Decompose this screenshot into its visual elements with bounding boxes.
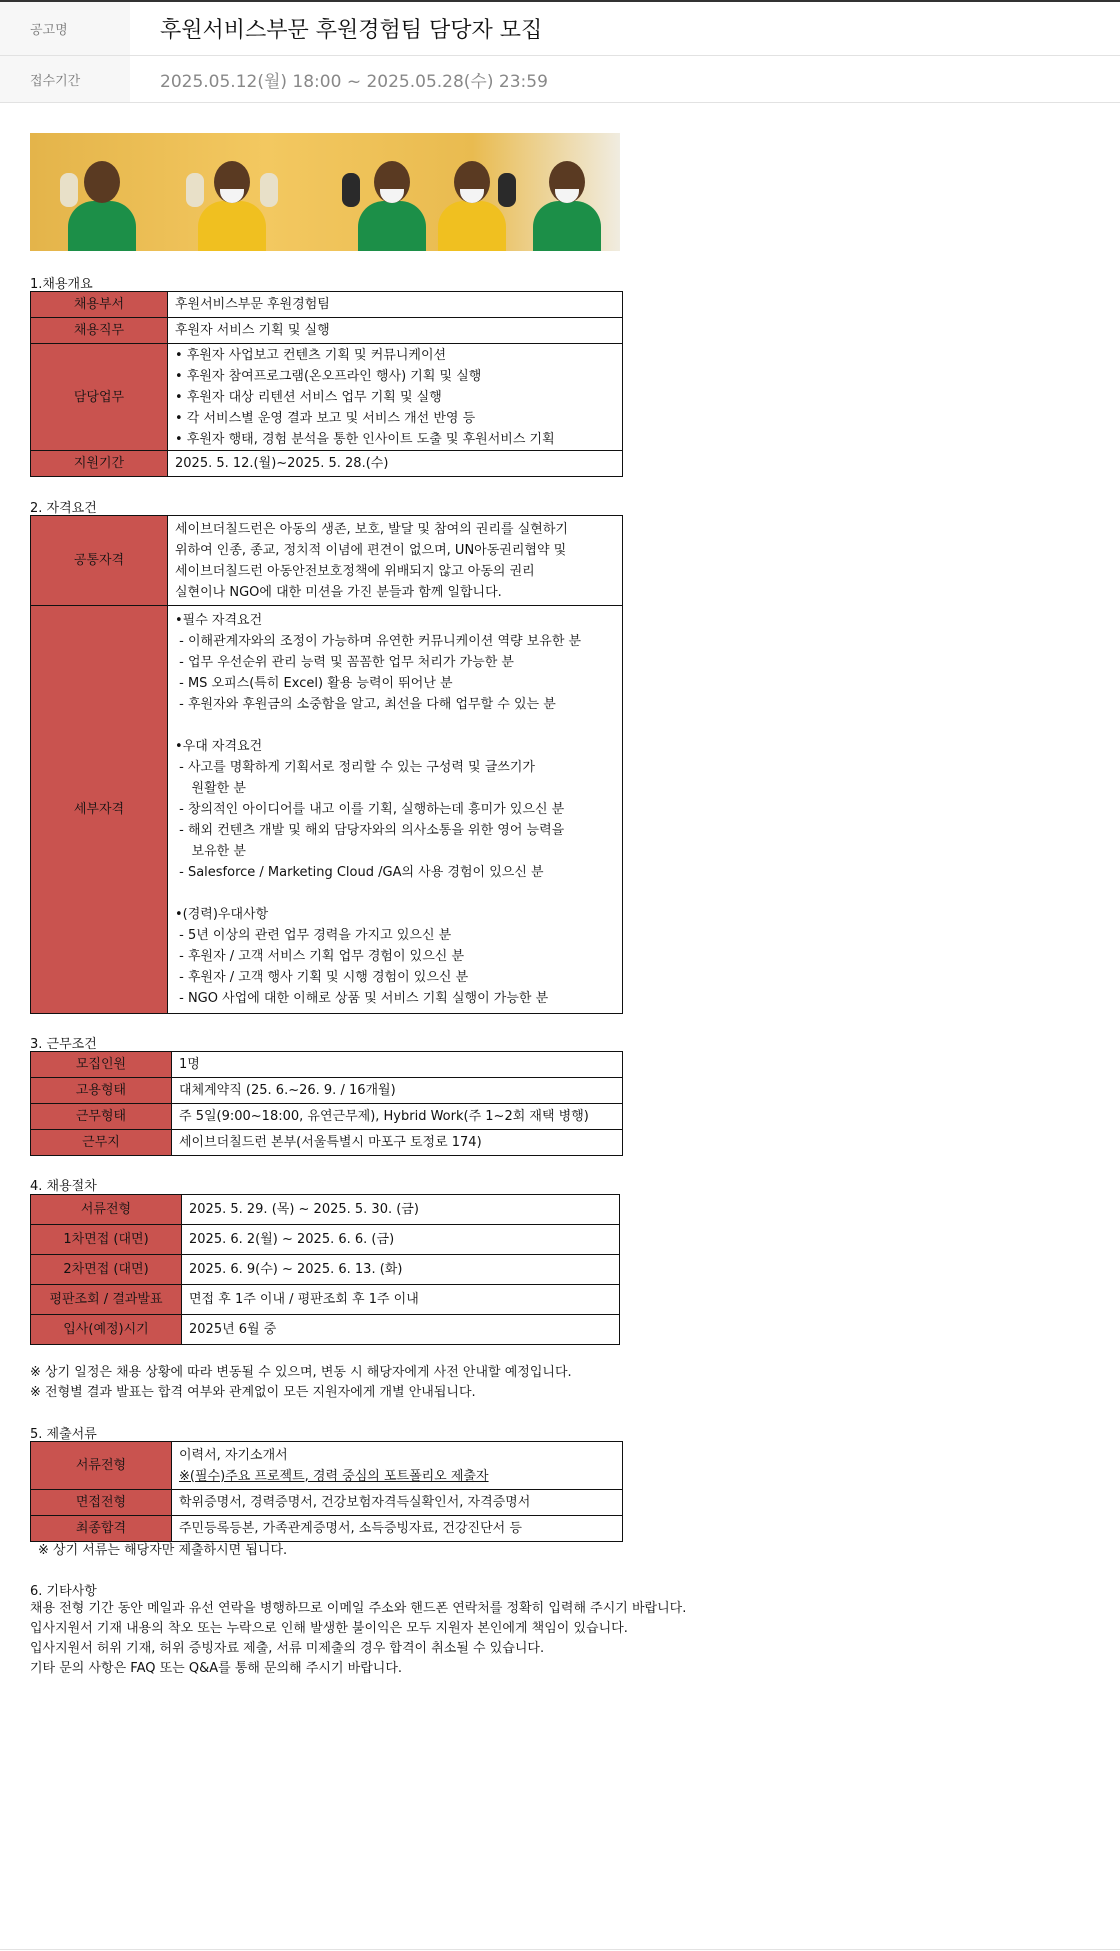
period-row bbox=[0, 56, 1120, 103]
section-title-documents: 5. 제출서류 bbox=[30, 1427, 97, 1442]
cell-value: 주민등록등본, 가족관계증명서, 소득증빙자료, 건강진단서 등 bbox=[172, 1516, 623, 1542]
period-label: 접수기간 bbox=[0, 56, 130, 102]
detail-qual-line: 원활한 분 bbox=[175, 781, 246, 796]
cell-value: 학위증명서, 경력증명서, 건강보험자격득실확인서, 자격증명서 bbox=[172, 1490, 623, 1516]
cell-label: 2차면접 (대면) bbox=[31, 1255, 182, 1285]
duty-item: • 각 서비스별 운영 결과 보고 및 서비스 개선 반영 등 bbox=[175, 410, 476, 426]
duties-cell bbox=[168, 344, 623, 451]
portfolio-requirement: ※(필수)주요 프로젝트, 경력 중심의 포트폴리오 제출자 bbox=[179, 1468, 489, 1484]
duty-item: • 후원자 참여프로그램(온오프라인 행사) 기획 및 실행 bbox=[175, 368, 482, 384]
child-figure bbox=[525, 147, 609, 251]
other-note: 입사지원서 기재 내용의 착오 또는 누락으로 인해 발생한 불이익은 모두 지원자 본인에게 책임이 있습니다. bbox=[30, 1621, 628, 1636]
process-note: ※ 전형별 결과 발표는 합격 여부와 관계없이 모든 지원자에게 개별 안내됩니다. bbox=[30, 1385, 476, 1400]
cell-label: 고용형태 bbox=[31, 1078, 172, 1104]
cell-label: 면접전형 bbox=[31, 1490, 172, 1516]
detail-qual-line: 보유한 분 bbox=[175, 844, 246, 859]
cell-value: 2025년 6월 중 bbox=[182, 1315, 620, 1345]
page-title: 후원서비스부문 후원경험팀 담당자 모집 bbox=[160, 18, 543, 43]
section-title-other: 6. 기타사항 bbox=[30, 1584, 97, 1599]
process-note: ※ 상기 일정은 채용 상황에 따라 변동될 수 있으며, 변동 시 해당자에게 사전 안내할 예정입니다. bbox=[30, 1365, 572, 1380]
detail-qual-line: - 후원자와 후원금의 소중함을 알고, 최선을 다해 업무할 수 있는 분 bbox=[175, 697, 556, 712]
cell-label: 공통자격 bbox=[31, 516, 168, 606]
duty-item: • 후원자 사업보고 컨텐츠 기획 및 커뮤니케이션 bbox=[175, 347, 447, 363]
detail-qual-line: •우대 자격요건 bbox=[175, 739, 263, 754]
detail-qual-line: - 사고를 명확하게 기획서로 정리할 수 있는 구성력 및 글쓰기가 bbox=[175, 760, 535, 775]
common-qual-line: 위하여 인종, 종교, 정치적 이념에 편견이 없으며, UN아동권리협약 및 bbox=[175, 542, 567, 558]
detail-qual-line: - 후원자 / 고객 행사 기획 및 시행 경험이 있으신 분 bbox=[175, 970, 469, 985]
detail-qual-line: - 창의적인 아이디어를 내고 이를 기획, 실행하는데 흥미가 있으신 분 bbox=[175, 802, 565, 817]
period-value: 2025.05.12(월) 18:00 ~ 2025.05.28(수) 23:59 bbox=[160, 71, 548, 92]
detail-qual-line: - 후원자 / 고객 서비스 기획 업무 경험이 있으신 분 bbox=[175, 949, 464, 964]
common-qual-line: 세이브더칠드런은 아동의 생존, 보호, 발달 및 참여의 권리를 실현하기 bbox=[175, 521, 568, 537]
detail-qual-line: - 이해관계자와의 조정이 가능하며 유연한 커뮤니케이션 역량 보유한 분 bbox=[175, 634, 582, 649]
cell-label: 세부자격 bbox=[31, 606, 168, 1014]
documents-table bbox=[30, 1441, 623, 1542]
cell-value: 면접 후 1주 이내 / 평판조회 후 1주 이내 bbox=[182, 1285, 620, 1315]
conditions-table bbox=[30, 1051, 623, 1156]
detail-qual-line: - NGO 사업에 대한 이해로 상품 및 서비스 기획 실행이 가능한 분 bbox=[175, 991, 549, 1006]
cell-label: 근무지 bbox=[31, 1130, 172, 1156]
detail-qual-line: - MS 오피스(특히 Excel) 활용 능력이 뛰어난 분 bbox=[175, 676, 453, 691]
detail-qual-line: - 업무 우선순위 관리 능력 및 꼼꼼한 업무 처리가 가능한 분 bbox=[175, 655, 514, 670]
detail-qual-line: •(경력)우대사항 bbox=[175, 907, 269, 922]
child-figure bbox=[190, 147, 274, 251]
duty-item: • 후원자 행태, 경험 분석을 통한 인사이트 도출 및 후원서비스 기획 bbox=[175, 431, 555, 447]
other-note: 기타 문의 사항은 FAQ 또는 Q&A를 통해 문의해 주시기 바랍니다. bbox=[30, 1661, 403, 1676]
title-row bbox=[0, 2, 1120, 56]
section-title-conditions: 3. 근무조건 bbox=[30, 1037, 97, 1052]
cell-label: 최종합격 bbox=[31, 1516, 172, 1542]
cell-value: 후원자 서비스 기획 및 실행 bbox=[168, 318, 623, 344]
doc-line: 이력서, 자기소개서 bbox=[179, 1447, 288, 1463]
cell-label: 채용직무 bbox=[31, 318, 168, 344]
other-note: 입사지원서 허위 기재, 허위 증빙자료 제출, 서류 미제출의 경우 합격이 취소될 수 있습니다. bbox=[30, 1641, 545, 1656]
cell-value: 대체계약직 (25. 6.~26. 9. / 16개월) bbox=[172, 1078, 623, 1104]
cell-value: 1명 bbox=[172, 1052, 623, 1078]
cell-label: 평판조회 / 결과발표 bbox=[31, 1285, 182, 1315]
common-qual-cell bbox=[168, 516, 623, 606]
cell-value: 주 5일(9:00~18:00, 유연근무제), Hybrid Work(주 1~2회 재택 병행) bbox=[172, 1104, 623, 1130]
cell-value: 2025. 5. 12.(월)~2025. 5. 28.(수) bbox=[168, 451, 623, 477]
duty-item: • 후원자 대상 리텐션 서비스 업무 기획 및 실행 bbox=[175, 389, 442, 405]
child-figure bbox=[350, 147, 434, 251]
other-notes bbox=[30, 1599, 686, 1679]
cell-value: 세이브더칠드런 본부(서울특별시 마포구 토정로 174) bbox=[172, 1130, 623, 1156]
detail-qual-line: - Salesforce / Marketing Cloud /GA의 사용 경험이 있으신 분 bbox=[175, 865, 544, 880]
blank-line bbox=[175, 715, 615, 736]
cell-value: 후원서비스부문 후원경험팀 bbox=[168, 292, 623, 318]
detail-qual-cell bbox=[168, 606, 623, 1014]
blank-line bbox=[175, 883, 615, 904]
section-title-overview: 1.채용개요 bbox=[30, 277, 93, 292]
other-note: 채용 전형 기간 동안 메일과 유선 연락을 병행하므로 이메일 주소와 핸드폰 연락처를 정확히 입력해 주시기 바랍니다. bbox=[30, 1601, 687, 1616]
title-label: 공고명 bbox=[0, 2, 130, 55]
detail-qual-line: - 해외 컨텐츠 개발 및 해외 담당자와의 의사소통을 위한 영어 능력을 bbox=[175, 823, 565, 838]
bottom-divider bbox=[0, 1949, 1120, 1950]
documents-note: ※ 상기 서류는 해당자만 제출하시면 됩니다. bbox=[38, 1543, 288, 1558]
detail-qual-line: - 5년 이상의 관련 업무 경력을 가지고 있으신 분 bbox=[175, 928, 452, 943]
child-figure bbox=[60, 147, 144, 251]
process-notes bbox=[30, 1363, 572, 1403]
detail-qual-line: •필수 자격요건 bbox=[175, 613, 263, 628]
process-table bbox=[30, 1194, 620, 1345]
qualifications-table bbox=[30, 515, 623, 1014]
section-title-qualifications: 2. 자격요건 bbox=[30, 501, 97, 516]
cell-label: 근무형태 bbox=[31, 1104, 172, 1130]
child-figure bbox=[430, 147, 514, 251]
cell-label: 채용부서 bbox=[31, 292, 168, 318]
cell-label: 입사(예정)시기 bbox=[31, 1315, 182, 1345]
cell-label: 서류전형 bbox=[31, 1442, 172, 1490]
cell-value: 2025. 6. 9(수) ~ 2025. 6. 13. (화) bbox=[182, 1255, 620, 1285]
common-qual-line: 실현이나 NGO에 대한 미션을 가진 분들과 함께 일합니다. bbox=[175, 584, 502, 600]
common-qual-line: 세이브더칠드런 아동안전보호정책에 위배되지 않고 아동의 권리 bbox=[175, 563, 535, 579]
children-banner-image bbox=[30, 133, 620, 251]
documents-cell bbox=[172, 1442, 623, 1490]
cell-value: 2025. 6. 2(월) ~ 2025. 6. 6. (금) bbox=[182, 1225, 620, 1255]
section-title-process: 4. 채용절차 bbox=[30, 1179, 97, 1194]
cell-label: 1차면접 (대면) bbox=[31, 1225, 182, 1255]
cell-label: 모집인원 bbox=[31, 1052, 172, 1078]
cell-label: 지원기간 bbox=[31, 451, 168, 477]
cell-label: 서류전형 bbox=[31, 1195, 182, 1225]
cell-label: 담당업무 bbox=[31, 344, 168, 451]
overview-table bbox=[30, 291, 623, 477]
cell-value: 2025. 5. 29. (목) ~ 2025. 5. 30. (금) bbox=[182, 1195, 620, 1225]
